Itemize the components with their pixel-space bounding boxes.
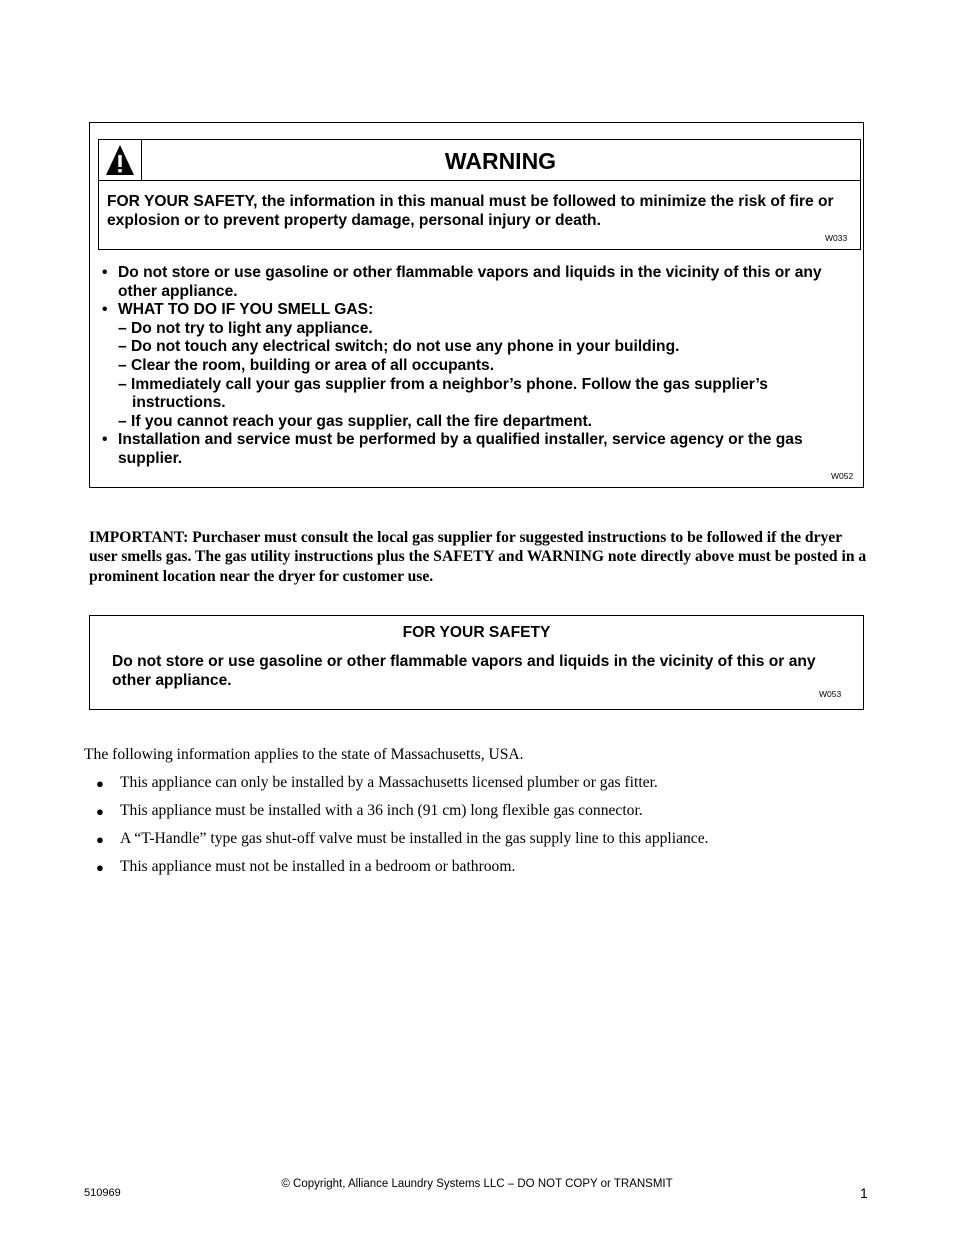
list-item-text: A “T-Handle” type gas shut-off valve must be installed in the gas supply line to this appliance.: [120, 830, 709, 847]
doc-number: 510969: [84, 1187, 121, 1199]
warning-box: [89, 122, 864, 488]
list-item: • Do not store or use gasoline or other flammable vapors and liquids in the vicinity of this or any other appliance.: [102, 264, 822, 300]
list-item: ● This appliance can only be installed by a Massachusetts licensed plumber or gas fitter.: [96, 774, 658, 791]
page-number: 1: [860, 1185, 868, 1201]
list-item: • WHAT TO DO IF YOU SMELL GAS: – Do not try to light any appliance. – Do not touch any electrical switch; do not use any phone in your building. – Clear the room, building or area of all occupants. – Immediately call your gas supplier from a neighbor’s phone. Follow the gas supplier’s instructions. – If you cannot reach your gas supplier, call the fire department.: [102, 301, 854, 431]
safety-notice-box: [98, 139, 861, 250]
safety-text: FOR YOUR SAFETY, the information in this manual must be followed to minimize the risk of fire or explosion or to prevent property damage, personal injury or death.: [107, 193, 834, 229]
safety-box-body: Do not store or use gasoline or other flammable vapors and liquids in the vicinity of this or any other appliance.: [112, 653, 816, 689]
list-item: ● This appliance must be installed with a 36 inch (91 cm) long flexible gas connector.: [96, 802, 643, 819]
list-item-text: This appliance can only be installed by a Massachusetts licensed plumber or gas fitter.: [120, 774, 658, 791]
list-item-text: This appliance must be installed with a 36 inch (91 cm) long flexible gas connector.: [120, 802, 643, 819]
copyright: © Copyright, Alliance Laundry Systems LLC – DO NOT COPY or TRANSMIT: [281, 1178, 673, 1190]
sub-item: – Do not try to light any appliance.: [118, 319, 373, 337]
sub-item: – Clear the room, building or area of all occupants.: [118, 356, 495, 374]
sub-item: – If you cannot reach your gas supplier, call the fire department.: [118, 412, 593, 430]
safety-code: W033: [825, 233, 848, 243]
list-item: ● A “T-Handle” type gas shut-off valve must be installed in the gas supply line to this appliance.: [96, 830, 709, 847]
safety-box-code: W053: [819, 689, 842, 699]
list-item: ● This appliance must not be installed in a bedroom or bathroom.: [96, 858, 516, 875]
safety-box-title: FOR YOUR SAFETY: [402, 624, 551, 641]
bullet-text: WHAT TO DO IF YOU SMELL GAS:: [118, 301, 374, 319]
important-note: IMPORTANT: Purchaser must consult the local gas supplier for suggested instructions to be followed if the dryer user smells gas. The gas utility instructions plus the SAFETY and WARNING note directly above must be posted in a prominent location near the dryer for customer use.: [89, 529, 867, 585]
warning-triangle-icon: [105, 144, 135, 176]
sub-item: – Do not touch any electrical switch; do not use any phone in your building.: [118, 338, 680, 356]
warning-icon-cell: [99, 140, 142, 180]
sub-item: – Immediately call your gas supplier from a neighbor’s phone. Follow the gas supplier’s instructions.: [118, 375, 768, 412]
for-your-safety-box: [89, 615, 864, 710]
gas-warning-list: [102, 264, 854, 469]
list-item-text: This appliance must not be installed in a bedroom or bathroom.: [120, 858, 516, 875]
warning-title: WARNING: [444, 148, 557, 174]
warning-header: [99, 140, 860, 181]
massachusetts-intro: The following information applies to the state of Massachusetts, USA.: [84, 746, 524, 763]
bullet-text: Do not store or use gasoline or other flammable vapors and liquids in the vicinity of this or any other appliance.: [118, 264, 822, 300]
bullets-code: W052: [831, 471, 854, 481]
list-item: • Installation and service must be performed by a qualified installer, service agency or the gas supplier.: [102, 431, 803, 467]
bullet-text: Installation and service must be performed by a qualified installer, service agency or the gas supplier.: [118, 431, 803, 467]
massachusetts-list: [96, 774, 709, 886]
